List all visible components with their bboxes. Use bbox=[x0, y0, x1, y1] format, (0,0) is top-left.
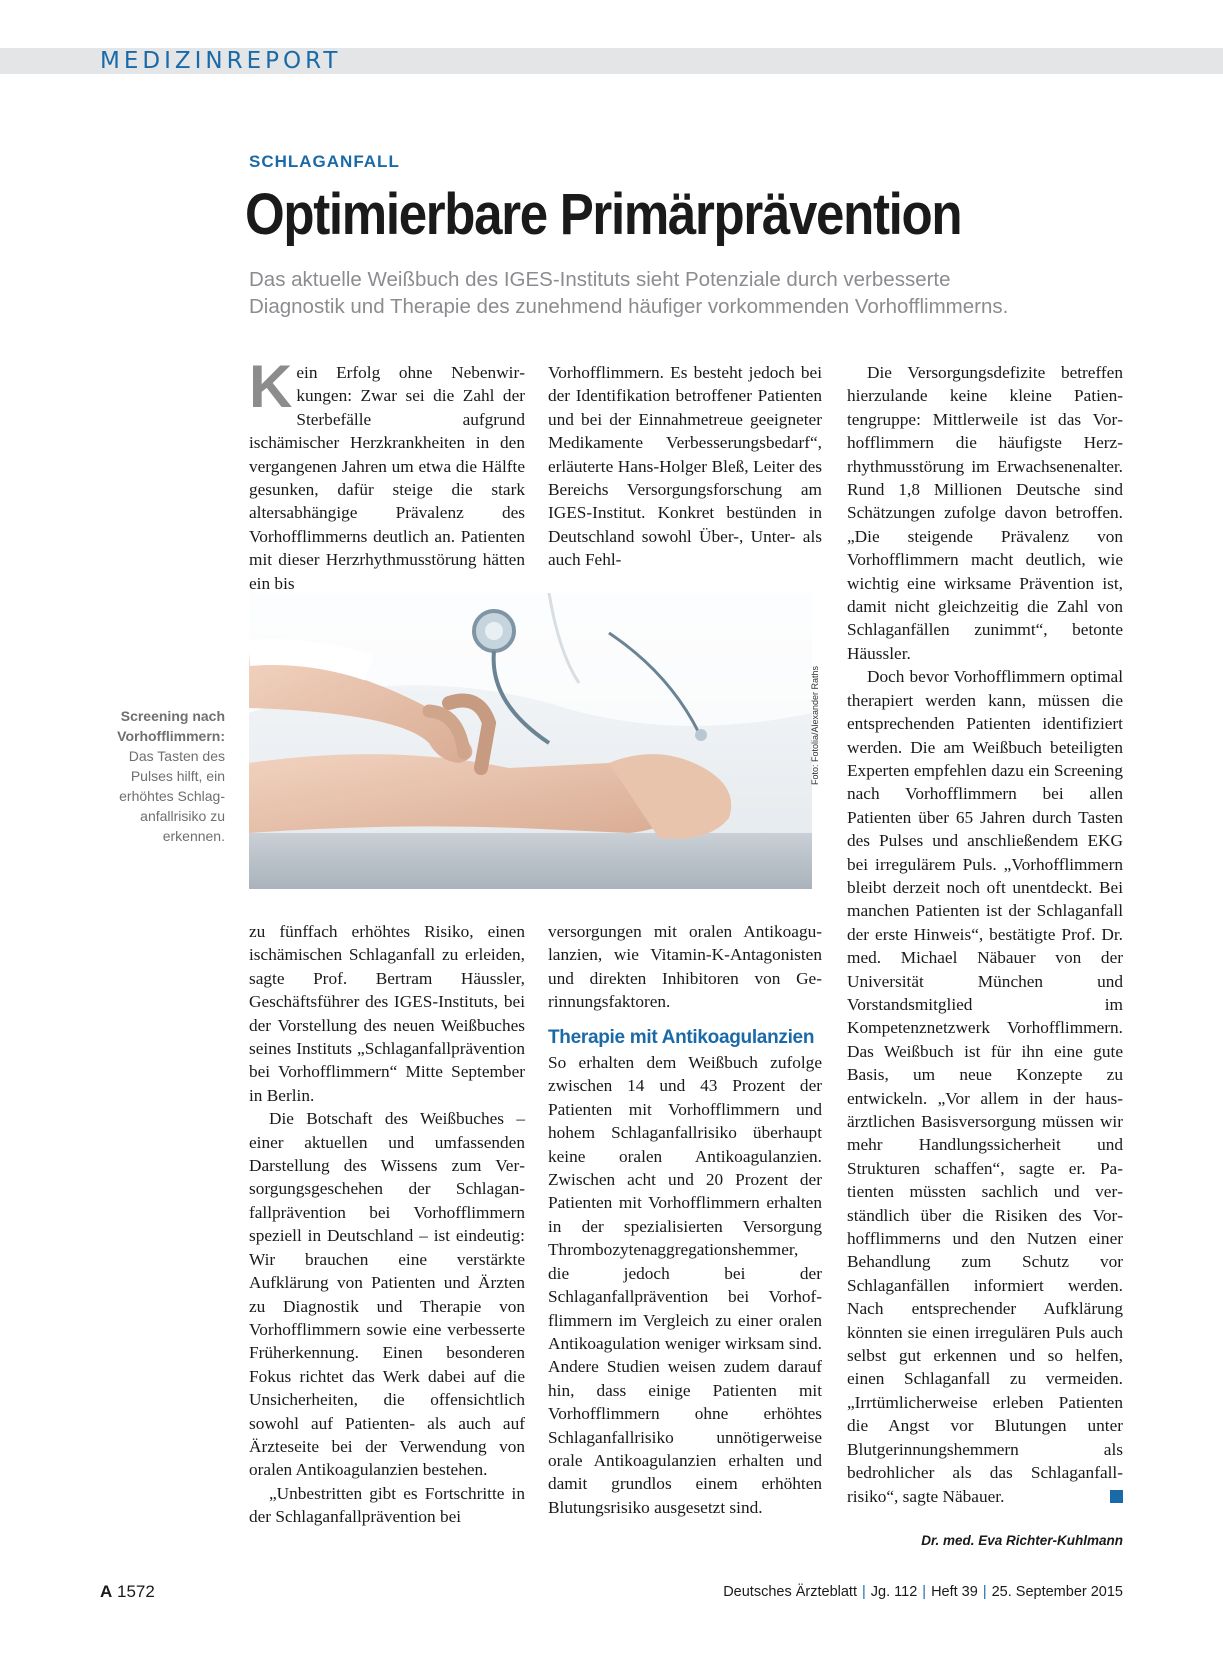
column-2-top bbox=[548, 361, 822, 572]
article-title: Optimierbare Primärprävention bbox=[245, 182, 962, 247]
article-photo bbox=[249, 593, 812, 889]
page-number bbox=[100, 1582, 155, 1602]
separator: | bbox=[982, 1584, 987, 1600]
column-2-bottom bbox=[548, 920, 822, 1519]
caption-title: Screening nach Vorhofflimmern: bbox=[117, 708, 225, 744]
journal-issue: Heft 39 bbox=[931, 1584, 978, 1600]
journal-volume: Jg. 112 bbox=[870, 1584, 918, 1600]
separator: | bbox=[862, 1584, 866, 1600]
paragraph-intro: ein Erfolg ohne Nebenwirkungen: Zwar sei die Zahl der Sterbefälle aufgrund ischämischer Herzkrankheiten in den vergangenen Jahren um etwa die Hälfte gesunken, dafür steige die stark altersabhängige Prävalenz des Vorhofflimmerns deutlich an. Patienten mit dieser Herzrhythmusstörung hätten ein bis bbox=[249, 363, 525, 593]
paragraph: Vorhofflimmern. Es besteht jedoch bei der Identifikation betroffener Patienten und bei der Einnahmetreue geeigneter Medikamente Verbesserungsbedarf“, erläuterte Hans-Holger Bleß, Leiter des Bereichs Versorgungsforschung am IGES-Institut. Konkret bestünden in Deutschland sowohl Über-, Unter- als auch Fehl- bbox=[548, 363, 822, 570]
paragraph: zu fünffach erhöhtes Risiko, einen ischämischen Schlaganfall zu erleiden, sagte Prof. Bertram Häussler, Geschäftsführer des IGES-Instituts, bei der Vorstellung des neuen Weißbuches seines Instituts „Schlaganfallprävention bei Vorhofflimmern“ Mitte September in Berlin. bbox=[249, 922, 525, 1105]
subheading: Therapie mit Antikoagulanzien bbox=[548, 1026, 815, 1048]
journal-info bbox=[723, 1584, 1123, 1600]
journal-name: Deutsches Ärzteblatt bbox=[723, 1584, 857, 1600]
photo-caption bbox=[100, 706, 225, 846]
page-number-value: 1572 bbox=[117, 1582, 155, 1601]
drop-cap: K bbox=[249, 353, 293, 420]
paragraph: versorgungen mit oralen Antikoagulanzien, wie Vitamin-K-Antagonisten und direkten Inhibitoren von Gerinnungsfaktoren. bbox=[548, 922, 822, 1012]
journal-date: 25. September 2015 bbox=[991, 1584, 1123, 1600]
article-lead bbox=[249, 266, 1129, 320]
column-1-bottom bbox=[249, 920, 525, 1529]
photo-credit: Foto: Fotolia/Alexander Raths bbox=[810, 665, 820, 785]
column-3 bbox=[847, 361, 1123, 1508]
lead-line-1: Das aktuelle Weißbuch des IGES-Instituts sieht Potenziale durch verbesserte bbox=[249, 268, 951, 291]
section-label: MEDIZINREPORT bbox=[100, 48, 342, 74]
lead-line-2: Diagnostik und Therapie des zunehmend häufiger vorkommenden Vorhofflimmerns. bbox=[249, 295, 1009, 318]
author-byline: Dr. med. Eva Richter-Kuhlmann bbox=[921, 1533, 1123, 1548]
photo-hands-pulse-illustration bbox=[249, 593, 812, 889]
end-mark-icon bbox=[1110, 1490, 1123, 1503]
caption-text: Das Tasten des Pulses hilft, ein erhöhtes Schlaganfallrisiko zu erkennen. bbox=[119, 748, 225, 844]
page-prefix: A bbox=[100, 1582, 113, 1601]
paragraph-last bbox=[847, 665, 1123, 1508]
paragraph: So erhalten dem Weißbuch zufolge zwischen 14 und 43 Prozent der Patienten mit Vorhofflimmern und hohem Schlaganfallrisiko überhaupt keine oralen Antikoagulanzien. Zwischen acht und 20 Prozent der Patienten mit Vorhofflimmern erhalten in der spezialisierten Versorgung Thrombozytenaggregationshemmer, die jedoch bei der Schlaganfallprävention bei Vorhofflimmern im Vergleich zu einer oralen Antikoagulation weniger wirksam sind. Andere Studien weisen zudem darauf hin, dass einige Patienten mit Vorhofflimmern ohne erhöhtes Schlaganfallrisiko unnötigerweise orale Antikoagulanzien erhalten und damit grundlos einem erhöhten Blutungsrisiko ausgesetzt sind. bbox=[548, 1053, 822, 1517]
paragraph: „Unbestritten gibt es Fortschritte in der Schlaganfallprävention bei bbox=[249, 1483, 525, 1527]
article-kicker: SCHLAGANFALL bbox=[249, 152, 400, 171]
paragraph: Die Botschaft des Weißbuches – einer aktuellen und umfassenden Darstellung des Wissens zum Versorgungsgeschehen der Schlaganfallprävention bei Vorhofflimmern speziell in Deutschland – ist eindeutig: Wir brauchen eine verstärkte Aufklärung von Patienten und Ärzten zu Diagnostik und Therapie von Vorhofflimmern sowie eine verbesserte Früherkennung. Einen besonderen Fokus richtet das Werk dabei auf die Unsicherheiten, die offensichtlich sowohl auf Patienten- als auch auf Ärzteseite bei der Verwendung von oralen Antikoagulanzien bestehen. bbox=[249, 1109, 525, 1480]
paragraph-last-text: Doch bevor Vorhofflimmern optimal therapiert werden kann, müssen die entsprechenden Patienten identifiziert werden. Die am Weißbuch beteiligten Experten empfehlen dazu ein Screening nach Vorhofflimmern bei allen Patienten über 65 Jahren durch Tasten des Pulses und anschließendem EKG bei irregulärem Puls. „Vorhofflimmern bleibt derzeit noch oft unentdeckt. Bei manchen Patienten ist der Schlaganfall der erste Hinweis“, bestätigte Prof. Dr. med. Michael Näbauer von der Universität München und Vorstandsmitglied im Kompetenznetzwerk Vorhofflimmern. Das Weißbuch ist für ihn eine gute Basis, um neue Konzepte zu entwickeln. „Vor allem in der hausärztlichen Basisversorgung müssen wir mehr Handlungssicherheit und Strukturen schaffen“, sagte er. Patienten müssten sachlich und verständlich über die Risiken des Vorhofflimmerns und den Nutzen einer Behandlung zum Schutz vor Schlaganfällen informiert werden. Nach entsprechender Aufklärung könnten sie einen irregulären Puls auch selbst gut erkennen und so helfen, einen Schlaganfall zu vermeiden. „Irrtümlicherweise erleben Patienten die Angst vor Blutungen unter Blutgerinnungshemmern als bedrohlicher als das Schlaganfallrisiko“, sagte Näbauer. bbox=[847, 667, 1123, 1506]
column-1-top bbox=[249, 353, 525, 595]
separator: | bbox=[922, 1584, 927, 1600]
paragraph: Die Versorgungsdefizite betreffen hierzulande keine kleine Patientengruppe: Mittlerweile ist das Vorhofflimmern die häufigste Herzrhythmusstörung im Erwachsenenalter. Rund 1,8 Millionen Deutsche sind Schätzungen zufolge davon betroffen. „Die steigende Prävalenz von Vorhofflimmern macht deutlich, wie wichtig eine wirksame Prävention ist, damit nicht gleichzeitig die Zahl von Schlaganfällen zunimmt“, betonte Häussler. bbox=[847, 363, 1123, 663]
